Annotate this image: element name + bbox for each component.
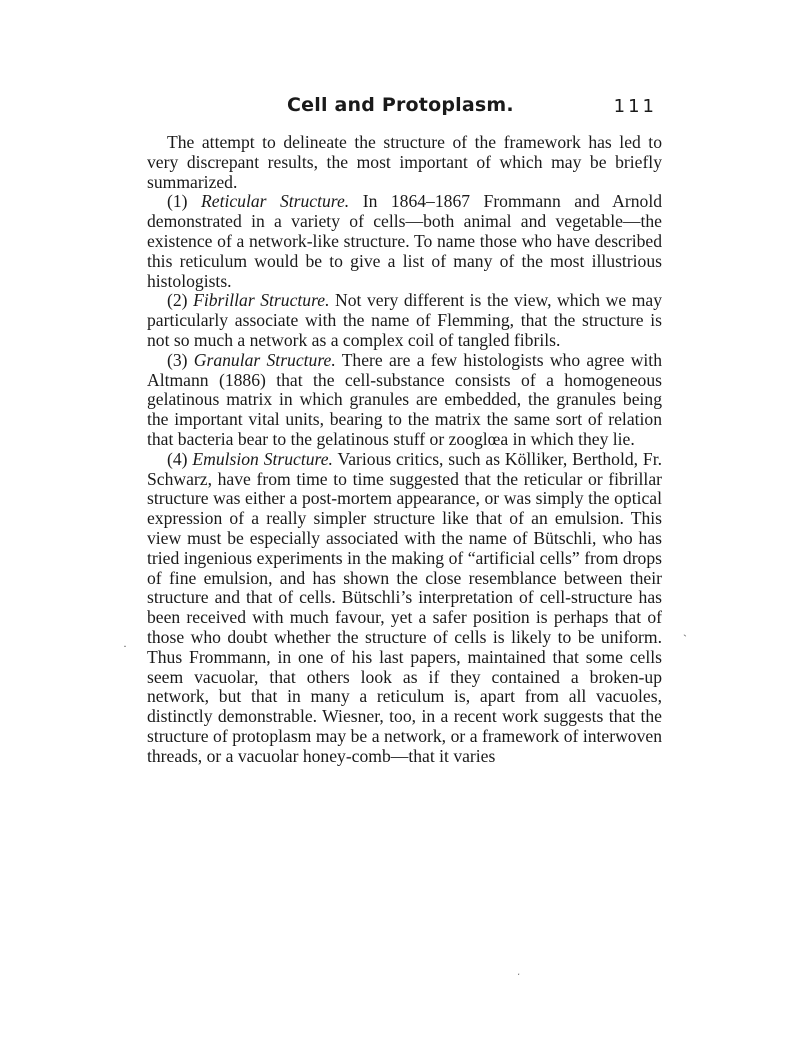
section-heading: Reticular Structure. — [201, 191, 350, 212]
paragraph-text: The attempt to delineate the structure of the framework has led to very discrepant results, the most important of which may be briefly summarized. — [147, 132, 662, 192]
paragraph-intro — [147, 133, 662, 192]
paragraph-number: (2) — [167, 290, 194, 311]
running-title: Cell and Protoplasm. — [287, 94, 514, 116]
paragraph-number: (1) — [167, 191, 202, 212]
scan-speck: · — [123, 639, 127, 653]
scan-speck: ˑ — [517, 968, 521, 982]
paragraph-text: Not very different is the view, which we may particularly associate with the name of Flemming, that the structure is not so much a network as a complex coil of tangled fibrils. — [147, 290, 662, 350]
paragraph-number: (4) — [167, 448, 193, 469]
section-heading: Emulsion Structure. — [192, 448, 333, 469]
paragraph-granular — [147, 351, 662, 450]
body-text — [147, 133, 662, 767]
scan-speck: ˋ — [683, 632, 687, 646]
page-number: 111 — [613, 96, 657, 117]
paragraph-emulsion — [147, 450, 662, 767]
paragraph-reticular — [147, 192, 662, 291]
paragraph-text: Various critics, such as Kölliker, Berthold, Fr. Schwarz, have from time to time suggested that the reticular or fibrillar structure was either a post-mortem appearance, or was simply the optical expression of a really simpler structure like that of an emulsion. This view must be especially associated with the name of Bütschli, who has tried ingenious experiments in the making of “artificial cells” from drops of fine emulsion, and has shown the close resemblance between their structure and that of cells. Bütschli’s interpretation of cell-structure has been received with much favour, yet a safer position is perhaps that of those who doubt whether the structure of cells is likely to be uniform. Thus Frommann, in one of his last papers, maintained that some cells seem vacuolar, that others look as if they contained a broken-up network, but that in many a reticulum is, apart from all vacuoles, distinctly demonstrable. Wiesner, too, in a recent work suggests that the structure of protoplasm may be a network, or a framework of interwoven threads, or a vacuolar honey-comb—that it varies — [147, 448, 662, 766]
page-header — [165, 94, 657, 124]
paragraph-text: There are a few histologists who agree with Altmann (1886) that the cell-substance consists of a homogeneous gelatinous matrix in which granules are embedded, the granules being the important vital units, bearing to the matrix the same sort of relation that bacteria bear to the gelatinous stuff or zooglœa in which they lie. — [147, 349, 662, 449]
section-heading: Fibrillar Structure. — [193, 290, 330, 311]
paragraph-number: (3) — [167, 349, 194, 370]
section-heading: Granular Structure. — [193, 349, 336, 370]
paragraph-fibrillar — [147, 291, 662, 350]
paragraph-text: In 1864–1867 Frommann and Arnold demonstrated in a variety of cells—both animal and vegetable—the existence of a network-like structure. To name those who have described this reticulum would be to give a list of many of the most illustrious histologists. — [147, 191, 663, 291]
